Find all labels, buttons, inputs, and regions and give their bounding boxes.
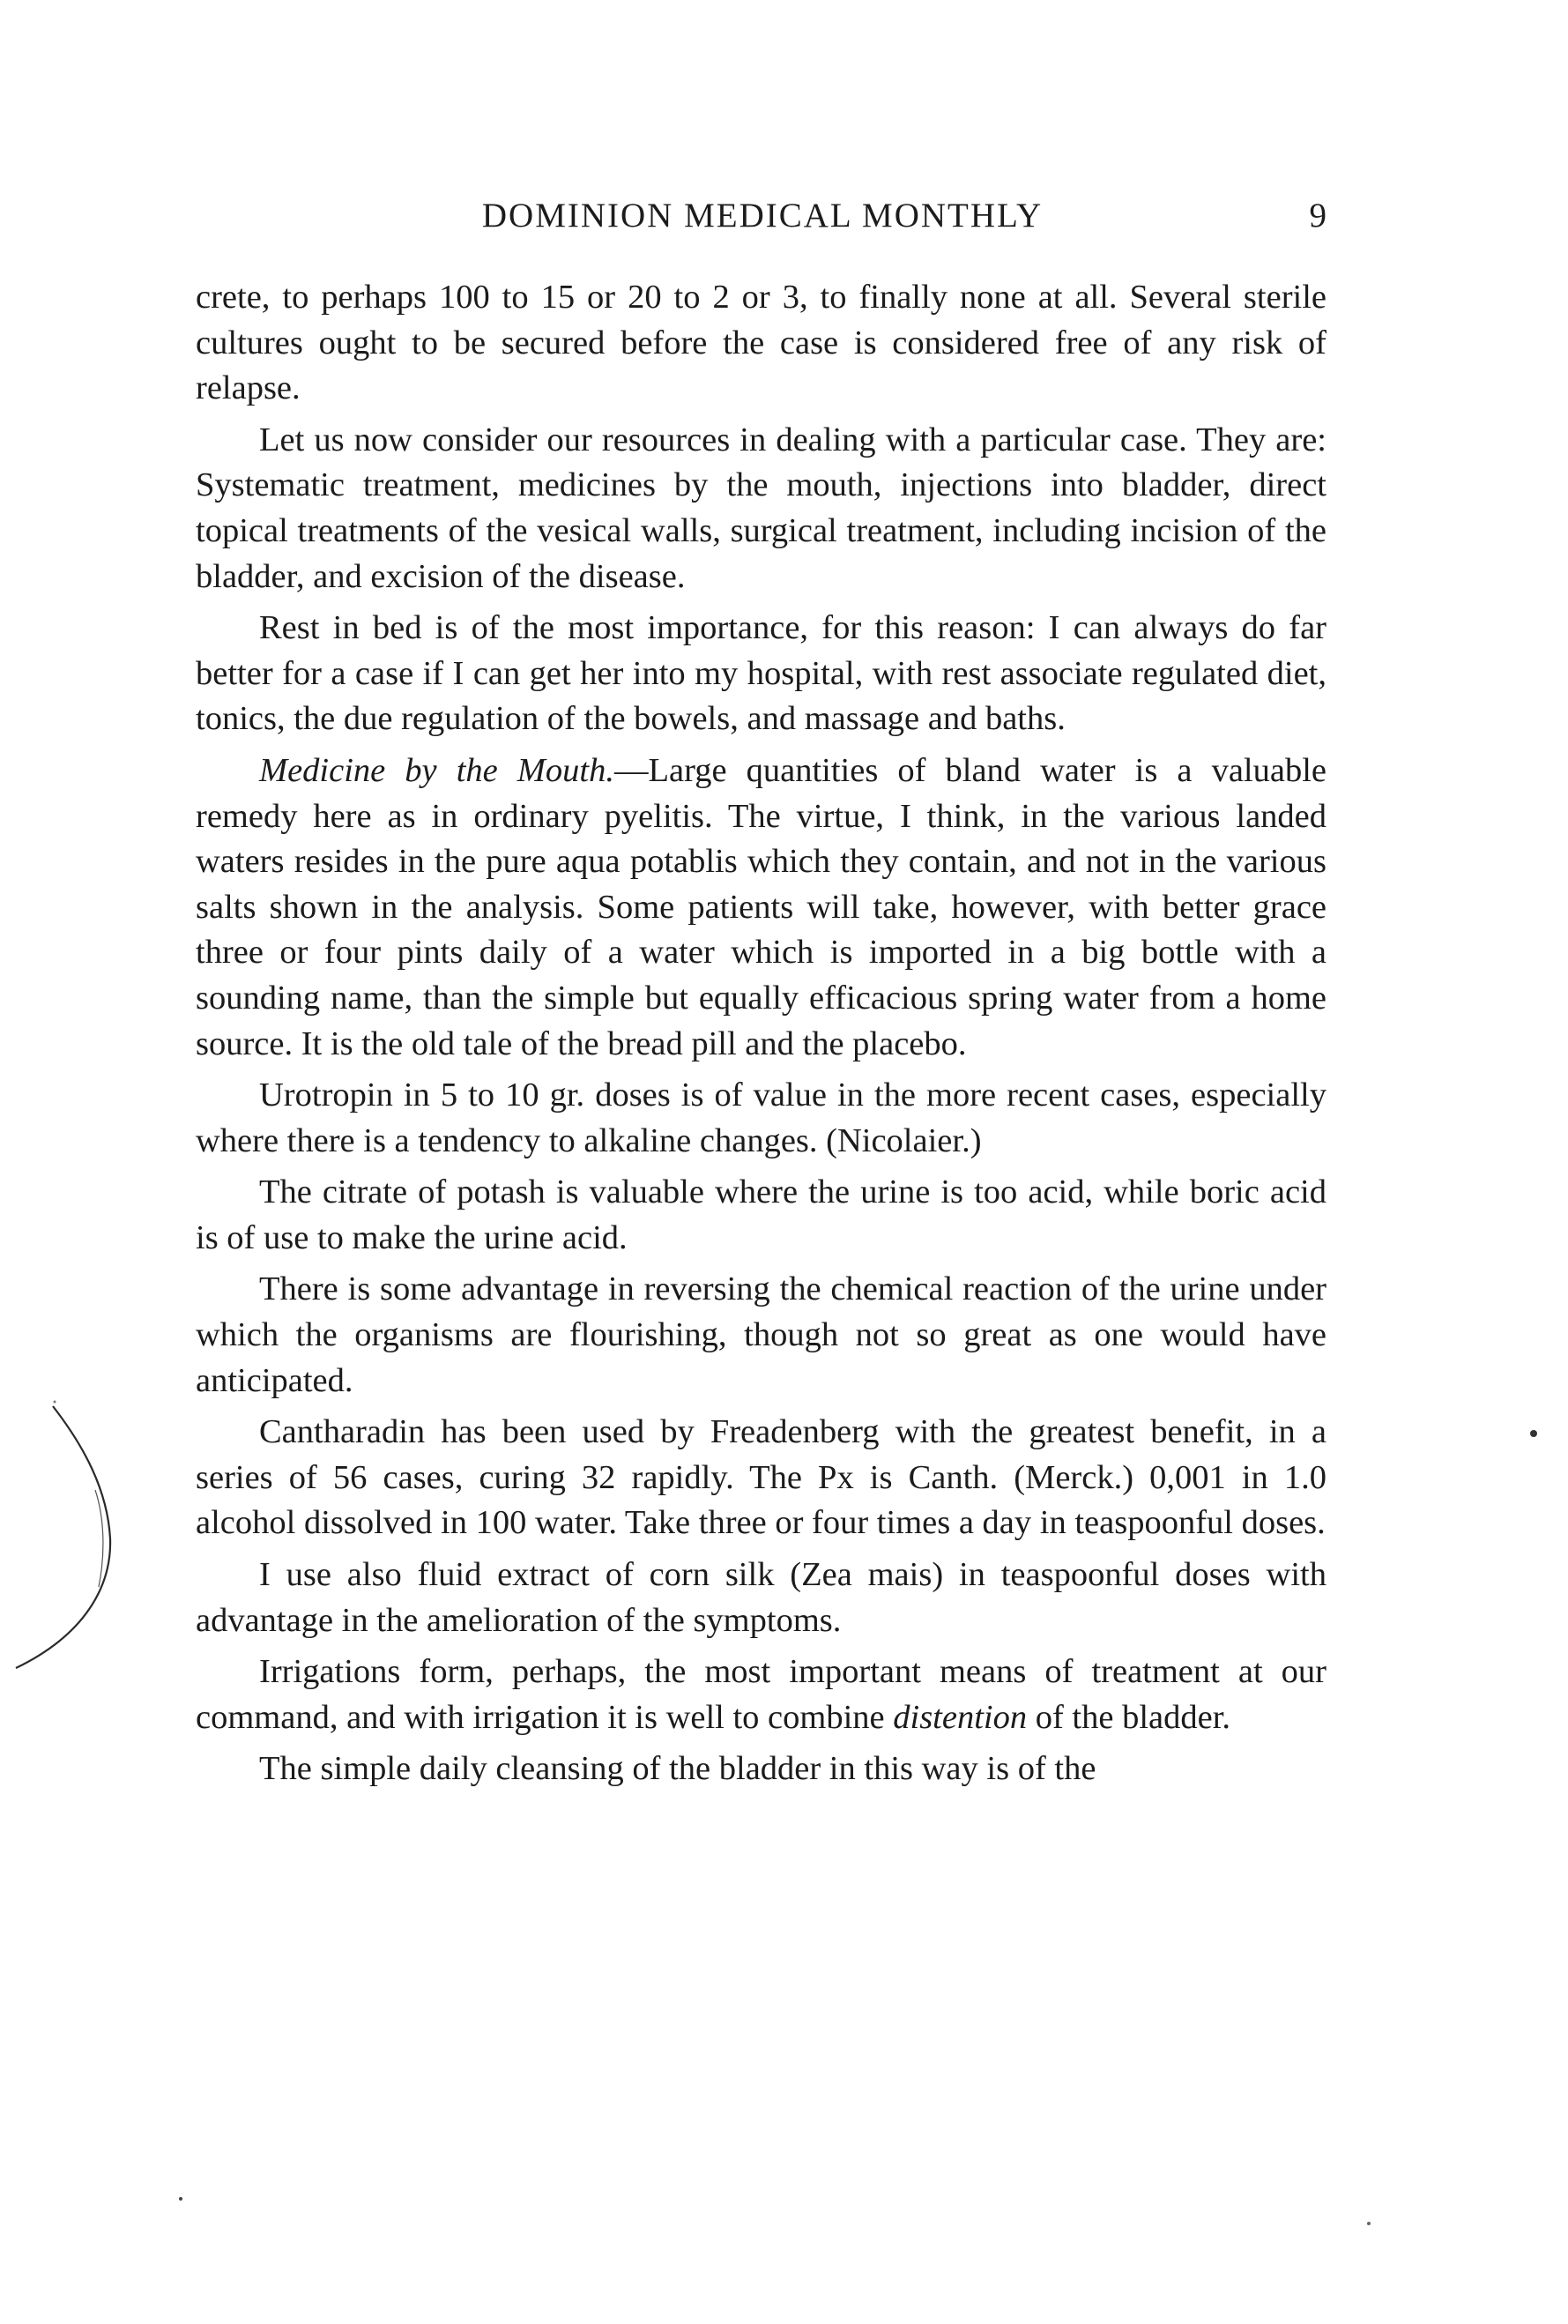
speck-mark (1530, 1430, 1537, 1437)
article-body (196, 275, 1326, 1792)
running-head (198, 196, 1326, 249)
emphasized-term: distention (893, 1698, 1028, 1736)
paragraph-text: There is some advantage in reversing the chemical reaction of the urine under which the organisms are flourishing, though not so great as one would have anticipated. (196, 1270, 1326, 1399)
binding-curve-mark-inner (95, 1490, 103, 1587)
paragraph (196, 1553, 1326, 1643)
paragraph (196, 606, 1326, 742)
paragraph (196, 418, 1326, 600)
paragraph (196, 1073, 1326, 1164)
paragraph-text: Rest in bed is of the most importance, for this reason: I can always do far better for a case if I can get her into my hospital, with rest associate regulated diet, tonics, the due regulation of the bowels, and massage and baths. (196, 609, 1326, 738)
paragraph-text: Cantharadin has been used by Freadenberg with the greatest benefit, in a series of 56 cases, curing 32 rapidly. The Px is Canth. (Merck.) 0,001 in 1.0 alcohol dissolved in 100 water. Take three or four times a day in teaspoonful doses. (196, 1413, 1326, 1542)
speck-mark (1367, 2222, 1371, 2225)
paragraph-text: The citrate of potash is valuable where the urine is too acid, while boric acid is of use to make the urine acid. (196, 1173, 1326, 1256)
speck-mark (54, 1401, 56, 1404)
paragraph-text: The simple daily cleansing of the bladder in this way is of the (259, 1750, 1096, 1788)
paragraph (196, 749, 1326, 1067)
paragraph-text: Let us now consider our resources in dealing with a particular case. They are: Systematic treatment, medicines by the mouth, injections into bladder, direct topical treatments of the vesical walls, surgical treatment, including incision of the bladder, and excision of the disease. (196, 421, 1326, 595)
paragraph (196, 1267, 1326, 1404)
section-lead-heading: Medicine by the Mouth. (259, 751, 614, 789)
journal-title: DOMINION MEDICAL MONTHLY (481, 197, 1044, 235)
paragraph (196, 1747, 1326, 1792)
paragraph (196, 1650, 1326, 1740)
paragraph-text: I use also fluid extract of corn silk (Zea mais) in teaspoonful doses with advantage in the amelioration of the symptoms. (196, 1556, 1326, 1639)
paragraph-text-tail: of the bladder. (1027, 1698, 1231, 1736)
paragraph-text: Urotropin in 5 to 10 gr. doses is of value in the more recent cases, especially where there is a tendency to alkaline changes. (Nicolaier.) (196, 1076, 1326, 1159)
paragraph (196, 1170, 1326, 1261)
paragraph (196, 1410, 1326, 1546)
paragraph (196, 275, 1326, 412)
paragraph-text: Irrigations form, perhaps, the most important means of treatment at our command, and with irrigation it is well to combine (196, 1653, 1326, 1736)
paragraph-text: crete, to perhaps 100 to 15 or 20 to 2 or 3, to finally none at all. Several sterile cultures ought to be secured before the case is considered free of any risk of relapse. (196, 279, 1326, 407)
binding-curve-mark (16, 1406, 110, 1668)
speck-mark (179, 2197, 182, 2201)
page-number: 9 (1309, 197, 1326, 235)
paragraph-text: —Large quantities of bland water is a valuable remedy here as in ordinary pyelitis. The virtue, I think, in the various landed waters resides in the pure aqua potablis which they contain, and not in the various salts shown in the analysis. Some patients will take, however, with better grace three or four pints daily of a water which is imported in a big bottle with a sounding name, than the simple but equally efficacious spring water from a home source. It is the old tale of the bread pill and the placebo. (196, 751, 1327, 1062)
